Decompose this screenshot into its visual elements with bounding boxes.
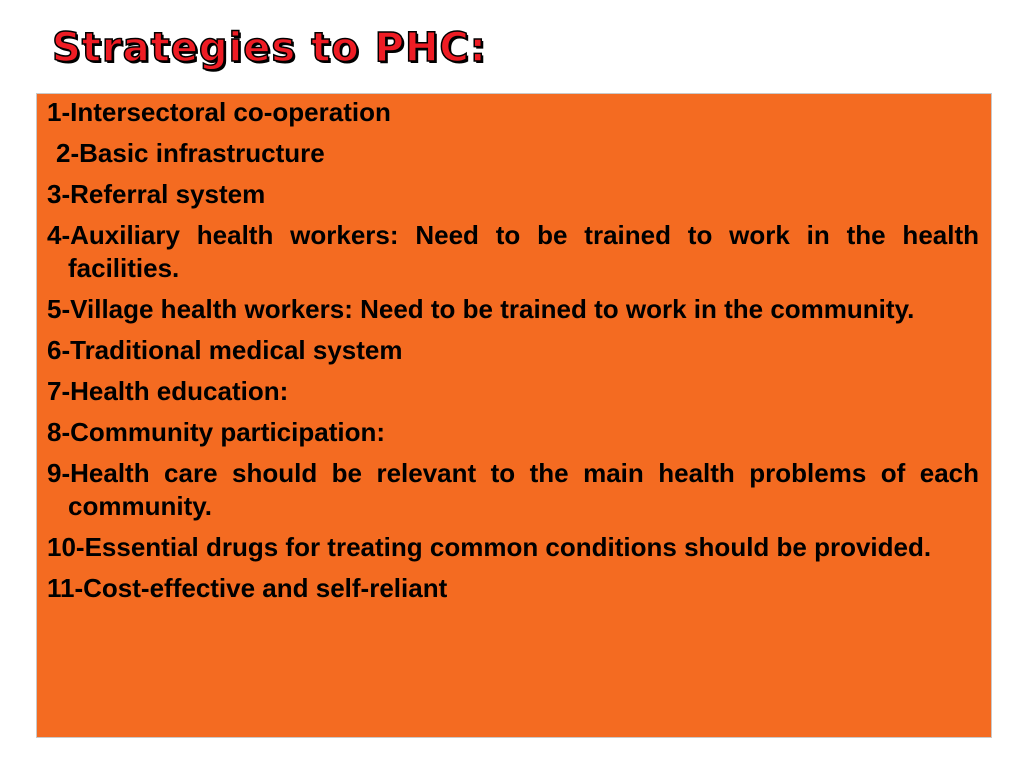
slide-title: Strategies to PHC: <box>52 25 487 71</box>
strategy-item-4: 4-Auxiliary health workers: Need to be trained to work in the health facilities. <box>47 220 979 283</box>
strategy-item-2: 2-Basic infrastructure <box>56 138 325 168</box>
strategy-item-3: 3-Referral system <box>47 179 266 209</box>
strategy-item-11: 11-Cost-effective and self-reliant <box>47 573 448 603</box>
strategy-item-7: 7-Health education: <box>47 376 289 406</box>
strategies-box <box>36 93 992 738</box>
strategy-item-1: 1-Intersectoral co-operation <box>47 97 391 127</box>
strategy-item-9: 9-Health care should be relevant to the main health problems of each community. <box>47 458 979 521</box>
strategy-item-6: 6-Traditional medical system <box>47 335 403 365</box>
strategy-item-10: 10-Essential drugs for treating common conditions should be provided. <box>47 532 932 562</box>
strategy-item-8: 8-Community participation: <box>47 417 386 447</box>
strategy-item-5: 5-Village health workers: Need to be trained to work in the community. <box>47 294 915 324</box>
strategy-list <box>47 96 979 605</box>
